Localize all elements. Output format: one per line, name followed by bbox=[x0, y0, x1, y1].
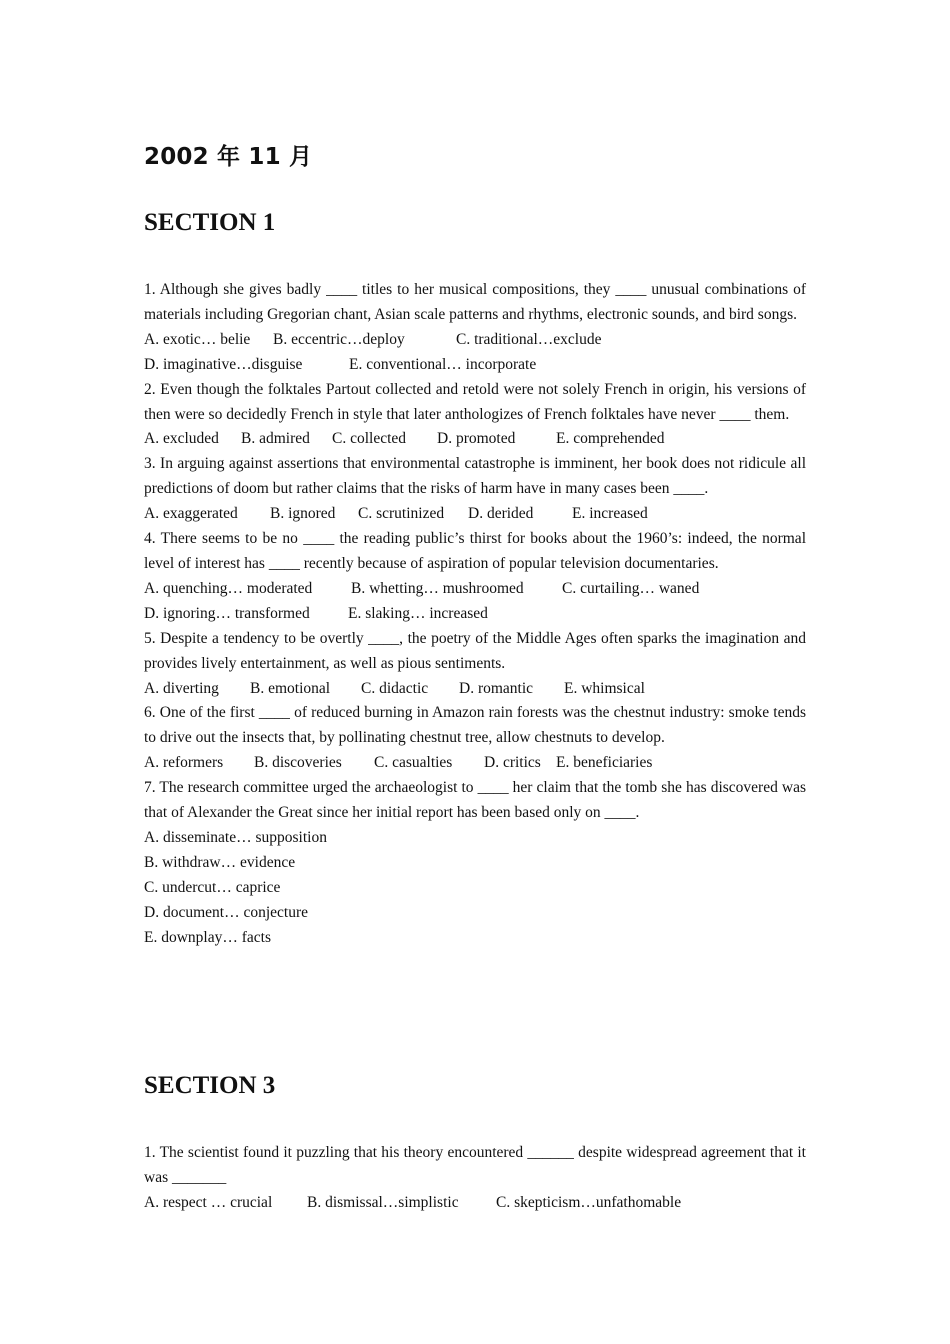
question-text: 5. Despite a tendency to be overtly ____, the poetry of the Middle Ages often sparks the imagination and provides lively entertainment, as well as pious sentiments. bbox=[144, 629, 806, 672]
answer-option: C. didactic bbox=[361, 679, 429, 697]
answer-option: B. discoveries bbox=[254, 754, 342, 772]
option-row bbox=[144, 926, 806, 951]
question-text: 1. The scientist found it puzzling that his theory encountered ______ despite widespread agreement that it was _______ bbox=[144, 1144, 806, 1186]
section-3-title: SECTION 3 bbox=[144, 1072, 276, 1099]
answer-option: C. scrutinized bbox=[358, 505, 445, 523]
option-row bbox=[144, 1191, 806, 1216]
answer-option: C. traditional…exclude bbox=[456, 330, 602, 348]
question-text: 2. Even though the folktales Partout collected and retold were not solely French in origin, his versions of then were so decidedly French in style that later anthologizes of French folktales have never ____ them. bbox=[144, 380, 806, 423]
section-1-title: SECTION 1 bbox=[144, 209, 276, 236]
answer-option: A. respect … crucial bbox=[144, 1193, 273, 1211]
answer-option: B. whetting… mushroomed bbox=[351, 579, 524, 597]
option-row bbox=[144, 876, 806, 901]
question-text: 7. The research committee urged the archaeologist to ____ her claim that the tomb she has discovered was that of Alexander the Great since her initial report has been based only on ____. bbox=[144, 779, 806, 822]
answer-option: C. undercut… caprice bbox=[144, 878, 281, 896]
answer-option: A. reformers bbox=[144, 754, 224, 772]
answer-option: C. curtailing… waned bbox=[562, 579, 700, 597]
option-row bbox=[144, 826, 806, 851]
answer-option: B. ignored bbox=[270, 505, 336, 523]
option-row bbox=[144, 751, 806, 776]
date-heading: 2002 年 11 月 bbox=[144, 144, 313, 170]
answer-option: E. comprehended bbox=[556, 430, 665, 448]
option-row bbox=[144, 502, 806, 527]
answer-option: D. imaginative…disguise bbox=[144, 355, 303, 373]
section-3-questions bbox=[144, 1141, 806, 1216]
answer-option: E. beneficiaries bbox=[556, 754, 653, 772]
answer-option: C. skepticism…unfathomable bbox=[496, 1193, 682, 1211]
answer-option: B. admired bbox=[241, 430, 310, 448]
answer-option: A. disseminate… supposition bbox=[144, 828, 327, 846]
answer-option: D. romantic bbox=[459, 679, 534, 697]
answer-option: D. derided bbox=[468, 505, 534, 523]
answer-option: D. document… conjecture bbox=[144, 903, 308, 921]
answer-option: C. casualties bbox=[374, 754, 453, 772]
answer-option: A. exotic… belie bbox=[144, 330, 251, 348]
option-row bbox=[144, 851, 806, 876]
option-row bbox=[144, 328, 806, 353]
answer-option: A. diverting bbox=[144, 679, 219, 697]
answer-option: B. dismissal…simplistic bbox=[307, 1193, 459, 1211]
answer-option: B. eccentric…deploy bbox=[273, 330, 405, 348]
answer-option: B. withdraw… evidence bbox=[144, 853, 296, 871]
answer-option: A. exaggerated bbox=[144, 505, 238, 523]
answer-option: E. increased bbox=[572, 505, 648, 523]
option-row bbox=[144, 577, 806, 602]
option-row bbox=[144, 677, 806, 702]
answer-option: E. downplay… facts bbox=[144, 928, 271, 946]
answer-option: C. collected bbox=[332, 430, 407, 448]
section-1-questions bbox=[144, 278, 806, 950]
option-row bbox=[144, 427, 806, 452]
question-text: 1. Although she gives badly ____ titles to her musical compositions, they ____ unusual combinations of materials including Gregorian chant, Asian scale patterns and rhythms, electronic sounds, and bird songs. bbox=[144, 281, 806, 323]
answer-option: D. promoted bbox=[437, 430, 516, 448]
answer-option: D. critics bbox=[484, 754, 541, 772]
question-text: 6. One of the first ____ of reduced burning in Amazon rain forests was the chestnut industry: smoke tends to drive out the insects that, by pollinating chestnut tree, allow chestnuts to develop. bbox=[144, 704, 806, 747]
option-row bbox=[144, 602, 806, 627]
answer-option: A. quenching… moderated bbox=[144, 579, 313, 597]
option-row bbox=[144, 353, 806, 378]
answer-option: B. emotional bbox=[250, 679, 331, 697]
question-text: 3. In arguing against assertions that environmental catastrophe is imminent, her book does not ridicule all predictions of doom but rather claims that the risks of harm have in many cases been ____. bbox=[144, 455, 806, 498]
answer-option: E. conventional… incorporate bbox=[349, 355, 537, 373]
option-row bbox=[144, 901, 806, 926]
answer-option: E. whimsical bbox=[564, 679, 645, 697]
question-text: 4. There seems to be no ____ the reading public’s thirst for books about the 1960’s: indeed, the normal level of interest has ____ recently because of aspiration of popular television documentaries. bbox=[144, 530, 806, 572]
answer-option: D. ignoring… transformed bbox=[144, 604, 310, 622]
answer-option: E. slaking… increased bbox=[348, 604, 488, 622]
answer-option: A. excluded bbox=[144, 430, 219, 448]
